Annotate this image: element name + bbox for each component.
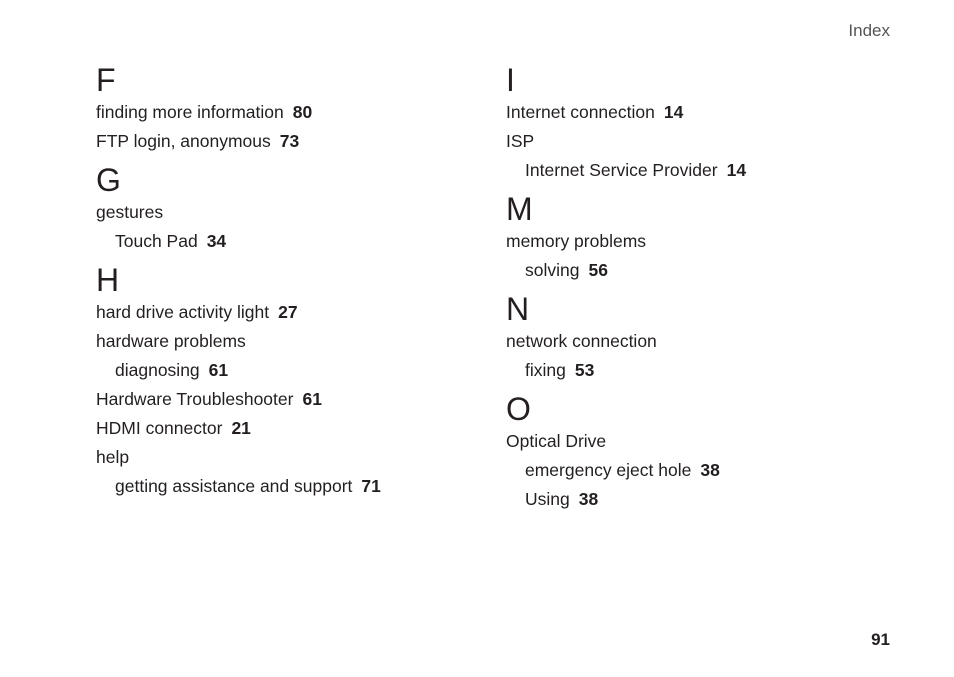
index-subentry <box>96 227 381 256</box>
index-column-right <box>506 62 746 514</box>
entry-text: Optical Drive <box>506 431 607 451</box>
entry-page: 53 <box>574 360 595 380</box>
entry-text: solving <box>525 260 580 280</box>
index-subentry <box>506 256 746 285</box>
entry-page: 56 <box>588 260 608 280</box>
entry-page: 34 <box>206 231 227 251</box>
section-letter-f: F <box>96 62 116 98</box>
entry-page: 61 <box>208 360 229 380</box>
entry-text: HDMI connector <box>96 418 223 438</box>
entry-page: 61 <box>302 389 322 409</box>
index-column-left <box>96 62 381 501</box>
entry-page: 14 <box>663 102 684 122</box>
entry-page: 21 <box>231 418 251 438</box>
entry-text: getting assistance and support <box>115 476 353 496</box>
entry-text: Touch Pad <box>115 231 198 251</box>
index-entry <box>96 443 381 472</box>
index-subentry <box>96 472 381 501</box>
index-entry <box>96 198 381 227</box>
entry-text: hardware problems <box>96 331 246 351</box>
entry-text: network connection <box>506 331 657 351</box>
entry-page: 38 <box>578 489 599 509</box>
section-letter-h: H <box>96 262 120 298</box>
entry-text: finding more information <box>96 102 284 122</box>
entry-page: 80 <box>292 102 313 122</box>
index-subentry <box>506 356 746 385</box>
entry-text: hard drive activity light <box>96 302 270 322</box>
index-entry <box>506 227 746 256</box>
index-subentry <box>96 356 381 385</box>
page-number: 91 <box>871 630 890 649</box>
entry-text: FTP login, anonymous <box>96 131 271 151</box>
index-entry <box>506 127 746 156</box>
section-letter-m: M <box>506 191 533 227</box>
index-entry <box>96 385 381 414</box>
entry-text: fixing <box>525 360 566 380</box>
section-letter-n: N <box>506 291 530 327</box>
entry-page: 27 <box>278 302 298 322</box>
index-entry <box>96 327 381 356</box>
entry-page: 38 <box>700 460 720 480</box>
index-entry <box>96 414 381 443</box>
index-entry <box>506 427 746 456</box>
entry-text: memory problems <box>506 231 647 251</box>
section-letter-g: G <box>96 162 121 198</box>
index-subentry <box>506 485 746 514</box>
index-entry <box>96 98 381 127</box>
index-entry <box>506 327 746 356</box>
entry-text: emergency eject hole <box>525 460 692 480</box>
entry-page: 73 <box>279 131 300 151</box>
index-subentry <box>506 456 746 485</box>
entry-text: help <box>96 447 130 467</box>
section-letter-o: O <box>506 391 531 427</box>
entry-text: ISP <box>506 131 535 151</box>
index-entry <box>96 298 381 327</box>
entry-page: 14 <box>726 160 747 180</box>
index-entry <box>506 98 746 127</box>
entry-text: diagnosing <box>115 360 200 380</box>
index-subentry <box>506 156 746 185</box>
entry-text: Hardware Troubleshooter <box>96 389 294 409</box>
section-letter-i: I <box>506 62 515 98</box>
running-header: Index <box>848 21 890 40</box>
entry-text: Using <box>525 489 570 509</box>
entry-page: 71 <box>361 476 381 496</box>
entry-text: gestures <box>96 202 164 222</box>
entry-text: Internet connection <box>506 102 655 122</box>
entry-text: Internet Service Provider <box>525 160 718 180</box>
index-entry <box>96 127 381 156</box>
